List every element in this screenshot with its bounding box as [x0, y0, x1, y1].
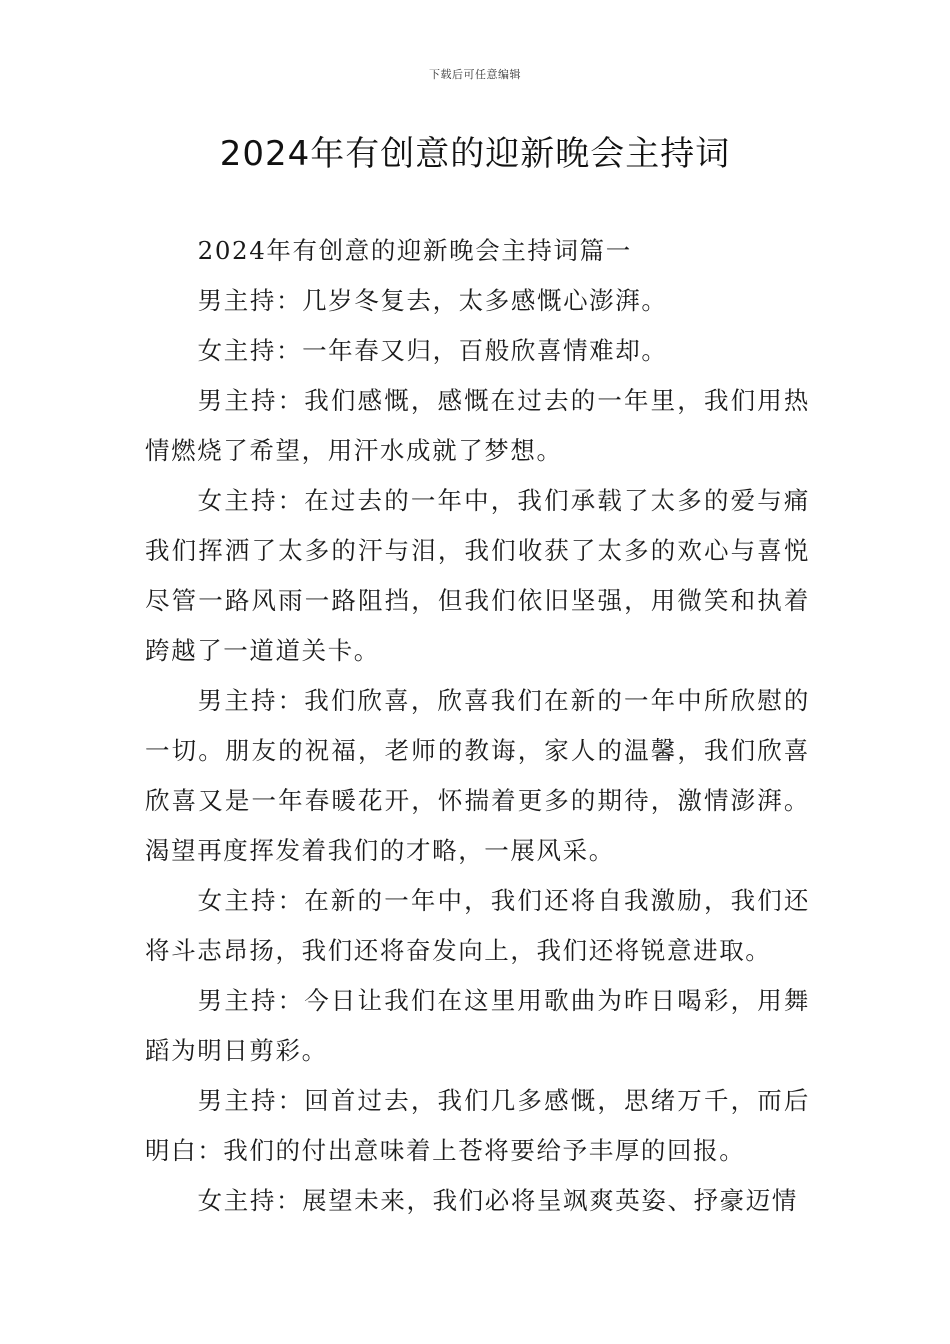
paragraph: 男主持：几岁冬复去，太多感慨心澎湃。: [197, 286, 668, 315]
paragraph: 女主持：展望未来，我们必将呈飒爽英姿、抒豪迈情: [197, 1186, 798, 1215]
paragraph: 女主持：在过去的一年中，我们承载了太多的爱与痛我们挥洒了太多的汗与泪，我们收获了太多的欢心与喜悦尽管一路风雨一路阻挡，但我们依旧坚强，用微笑和执着跨越了一道道关卡。: [145, 486, 810, 665]
section-heading: 2024年有创意的迎新晚会主持词篇一: [197, 236, 632, 265]
header-note: 下载后可任意编辑: [429, 68, 521, 81]
paragraph: 女主持：一年春又归，百般欣喜情难却。: [197, 336, 668, 365]
paragraph: 男主持：我们感慨，感慨在过去的一年里，我们用热情燃烧了希望，用汗水成就了梦想。: [145, 386, 810, 465]
paragraph: 女主持：在新的一年中，我们还将自我激励，我们还将斗志昂扬，我们还将奋发向上，我们还将锐意进取。: [145, 886, 810, 965]
paragraph: 男主持：回首过去，我们几多感慨，思绪万千，而后明白：我们的付出意味着上苍将要给予丰厚的回报。: [145, 1086, 810, 1165]
page-title: 2024年有创意的迎新晚会主持词: [219, 134, 731, 174]
document-body: [145, 226, 810, 1226]
paragraph: 男主持：我们欣喜，欣喜我们在新的一年中所欣慰的一切。朋友的祝福，老师的教诲，家人的温馨，我们欣喜欣喜又是一年春暖花开，怀揣着更多的期待，激情澎湃。渴望再度挥发着我们的才略，一展风采。: [145, 686, 810, 865]
paragraph: 男主持：今日让我们在这里用歌曲为昨日喝彩，用舞蹈为明日剪彩。: [145, 986, 810, 1065]
